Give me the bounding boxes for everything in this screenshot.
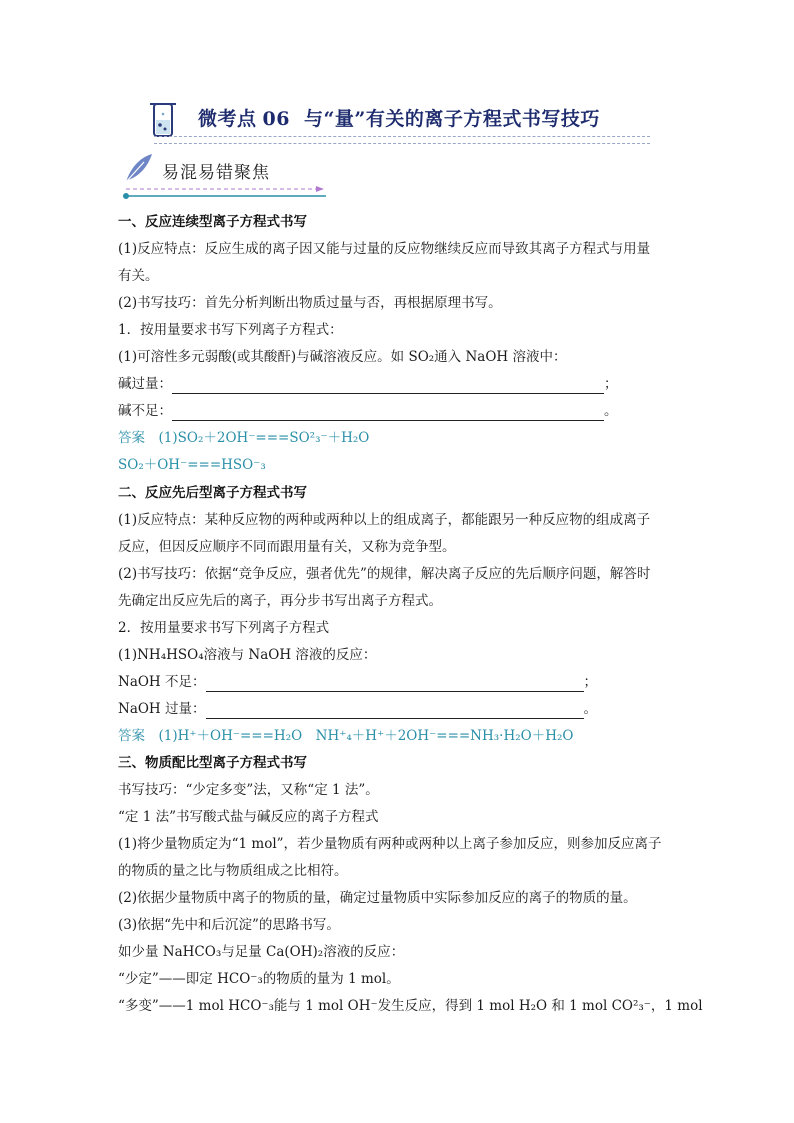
line-text: 有关。 [118,268,159,285]
answer-line [118,428,369,448]
text-line [118,537,456,557]
line-text: 书写技巧：“少定多变”法，又称“定 1 法”。 [118,782,379,799]
line-text: (1)将少量物质定为“1 mol”，若少量物质有两种或两种以上离子参加反应，则参加反应离子 [118,836,662,853]
line-text: (2)依据少量物质中离子的物质的量，确定过量物质中实际参加反应的离子的物质的量。 [118,890,637,907]
line-text: (1)反应特点：某种反应物的两种或两种以上的组成离子，都能跟另一种反应物的组成离子 [118,511,651,528]
text-line [118,699,597,719]
line-text: (1)可溶性多元弱酸(或其酸酐)与碱溶液反应。如 SO₂通入 NaOH 溶液中： [118,349,567,366]
line-text: (2)书写技巧：首先分析判断出物质过量与否，再根据原理书写。 [118,295,502,312]
line-text: 如少量 NaHCO₃与足量 Ca(OH)₂溶液的反应： [118,944,405,961]
text-line [118,401,618,421]
title-bar [140,98,650,146]
line-text: “定 1 法”书写酸式盐与碱反应的离子方程式 [118,809,379,826]
line-text: 答案 (1)SO₂＋2OH⁻===SO²₃⁻＋H₂O [118,430,370,447]
section-heading [118,753,307,773]
line-text: “少定”——即定 HCO⁻₃的物质的量为 1 mol。 [118,971,400,988]
text-line [118,888,637,908]
line-text: 1．按用量要求书写下列离子方程式： [118,322,343,339]
section-heading [118,212,307,232]
text-line [118,915,340,935]
line-text: 一、反应连续型离子方程式书写 [118,214,307,230]
answer-line [118,726,573,746]
text-line [118,969,400,989]
line-text: “多变”——1 mol HCO⁻₃能与 1 mol OH⁻发生反应，得到 1 mol H₂O 和 1 mol CO²₃⁻，1 mol [118,998,703,1015]
line-text: NaOH 过量： [118,700,206,717]
blank-end-punct: ； [583,673,597,690]
title-number: 06 [262,108,290,130]
line-text: 碱过量： [118,376,172,393]
text-line [118,266,159,286]
section-heading [118,483,307,503]
blank-end-punct: 。 [583,700,597,717]
text-line [118,510,650,530]
text-line [118,807,378,827]
answer-line [118,455,266,475]
page-title [198,104,600,131]
section-underline [120,186,330,200]
text-line [118,374,618,394]
line-text: 答案 (1)H⁺＋OH⁻===H₂O NH⁺₄＋H⁺＋2OH⁻===NH₃·H₂O＋H₂O [118,727,574,744]
beaker-icon [146,100,180,140]
answer-blank[interactable] [172,377,604,394]
text-line [118,239,650,259]
text-line [118,564,650,584]
text-line [118,347,566,367]
text-line [118,293,502,313]
answer-blank[interactable] [206,675,584,692]
title-prefix: 微考点 [198,108,257,130]
text-line [118,618,329,638]
line-text: 先确定出反应先后的离子，再分步书写出离子方程式。 [118,592,442,609]
line-text: 2．按用量要求书写下列离子方程式 [118,619,330,636]
line-text: 的物质的量之比与物质组成之比相符。 [118,863,348,880]
text-line [118,861,348,881]
line-text: 反应，但因反应顺序不同而跟用量有关，又称为竞争型。 [118,538,456,555]
title-main: 与“量”有关的离子方程式书写技巧 [303,108,600,130]
blank-end-punct: ； [604,376,618,393]
section-label: 易混易错聚焦 [162,163,270,183]
text-line [118,645,376,665]
text-line [118,320,343,340]
feather-icon [120,150,156,186]
line-text: (3)依据“先中和后沉淀”的思路书写。 [118,917,340,934]
title-divider [154,136,650,144]
line-text: SO₂＋OH⁻===HSO⁻₃ [118,457,266,474]
answer-blank[interactable] [172,404,604,421]
line-text: (1)反应特点：反应生成的离子因又能与过量的反应物继续反应而导致其离子方程式与用量 [118,241,651,258]
answer-blank[interactable] [206,702,584,719]
line-text: (1)NH₄HSO₄溶液与 NaOH 溶液的反应： [118,646,377,663]
blank-end-punct: 。 [604,403,618,420]
text-line [118,591,442,611]
text-line [118,780,379,800]
line-text: NaOH 不足： [118,673,206,690]
text-line [118,672,597,692]
line-text: (2)书写技巧：依据“竞争反应，强者优先”的规律，解决离子反应的先后顺序问题，解答时 [118,565,651,582]
text-line [118,996,703,1016]
text-line [118,942,404,962]
line-text: 三、物质配比型离子方程式书写 [118,755,307,771]
text-line [118,834,662,854]
line-text: 碱不足： [118,403,172,420]
line-text: 二、反应先后型离子方程式书写 [118,484,307,501]
